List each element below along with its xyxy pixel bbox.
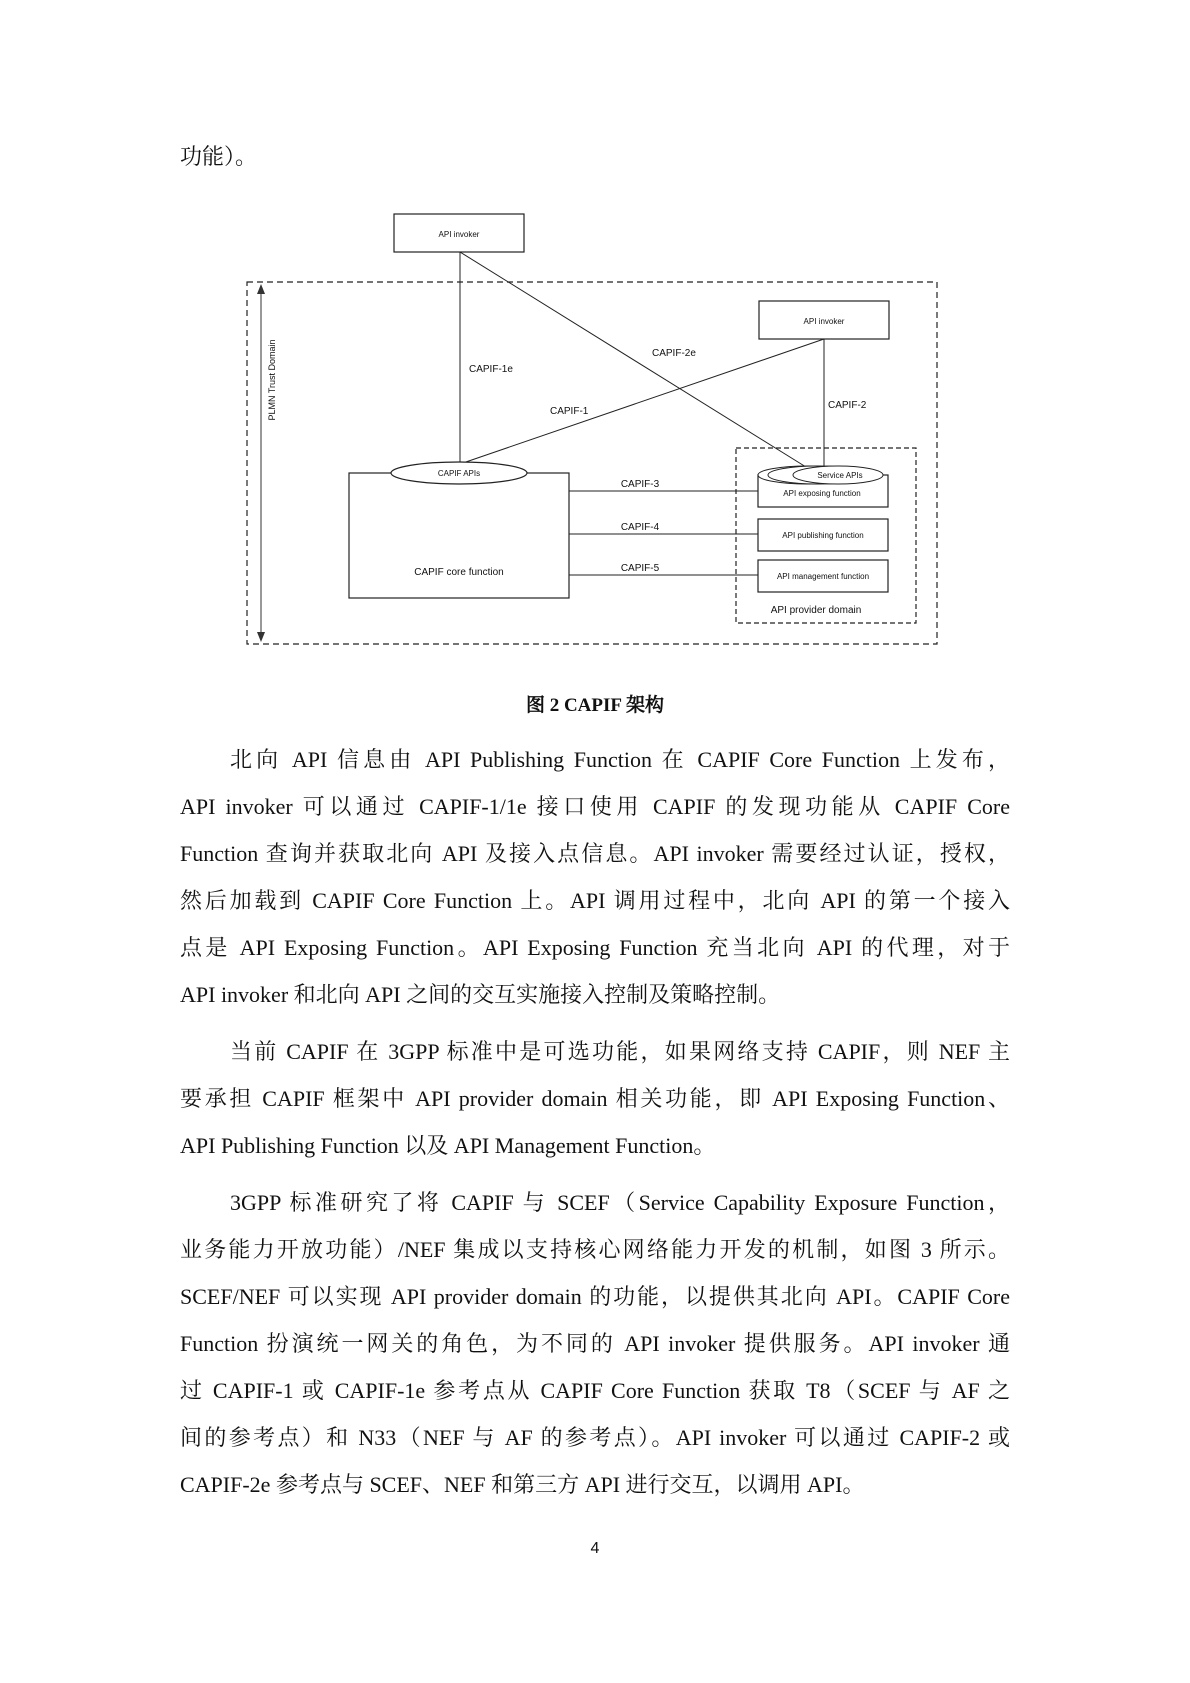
svg-text:CAPIF-1: CAPIF-1 (550, 406, 589, 417)
arrow-up-icon (257, 284, 265, 294)
figure-caption: 图 2 CAPIF 架构 (525, 695, 665, 716)
svg-text:CAPIF-2e: CAPIF-2e (652, 348, 696, 359)
svg-text:API management function: API management function (776, 572, 870, 581)
svg-text:CAPIF-2: CAPIF-2 (828, 400, 867, 411)
page-number: 4 (590, 1540, 600, 1557)
arrow-down-icon (257, 632, 265, 642)
plmn-trust-domain-label: PLMN Trust Domain (267, 339, 277, 421)
capif-architecture-diagram (0, 0, 1190, 680)
svg-text:Service APIs: Service APIs (817, 471, 863, 480)
svg-text:CAPIF-3: CAPIF-3 (620, 479, 660, 490)
paragraph-fragment: 功能）。 (180, 144, 258, 169)
capif-1-line (460, 339, 824, 464)
capif-core-function-box (349, 473, 569, 598)
svg-text:CAPIF-1e: CAPIF-1e (469, 364, 513, 375)
svg-text:API invoker: API invoker (438, 230, 480, 239)
svg-text:CAPIF-5: CAPIF-5 (620, 563, 660, 574)
svg-text:CAPIF APIs: CAPIF APIs (437, 469, 481, 478)
capif-2e-line (460, 252, 806, 467)
svg-text:API exposing function: API exposing function (783, 489, 861, 498)
svg-text:CAPIF-4: CAPIF-4 (620, 522, 660, 533)
svg-text:API invoker: API invoker (803, 317, 845, 326)
svg-text:API publishing function: API publishing function (782, 531, 864, 540)
svg-text:CAPIF core function: CAPIF core function (414, 567, 504, 578)
svg-text:API provider domain: API provider domain (770, 605, 862, 616)
